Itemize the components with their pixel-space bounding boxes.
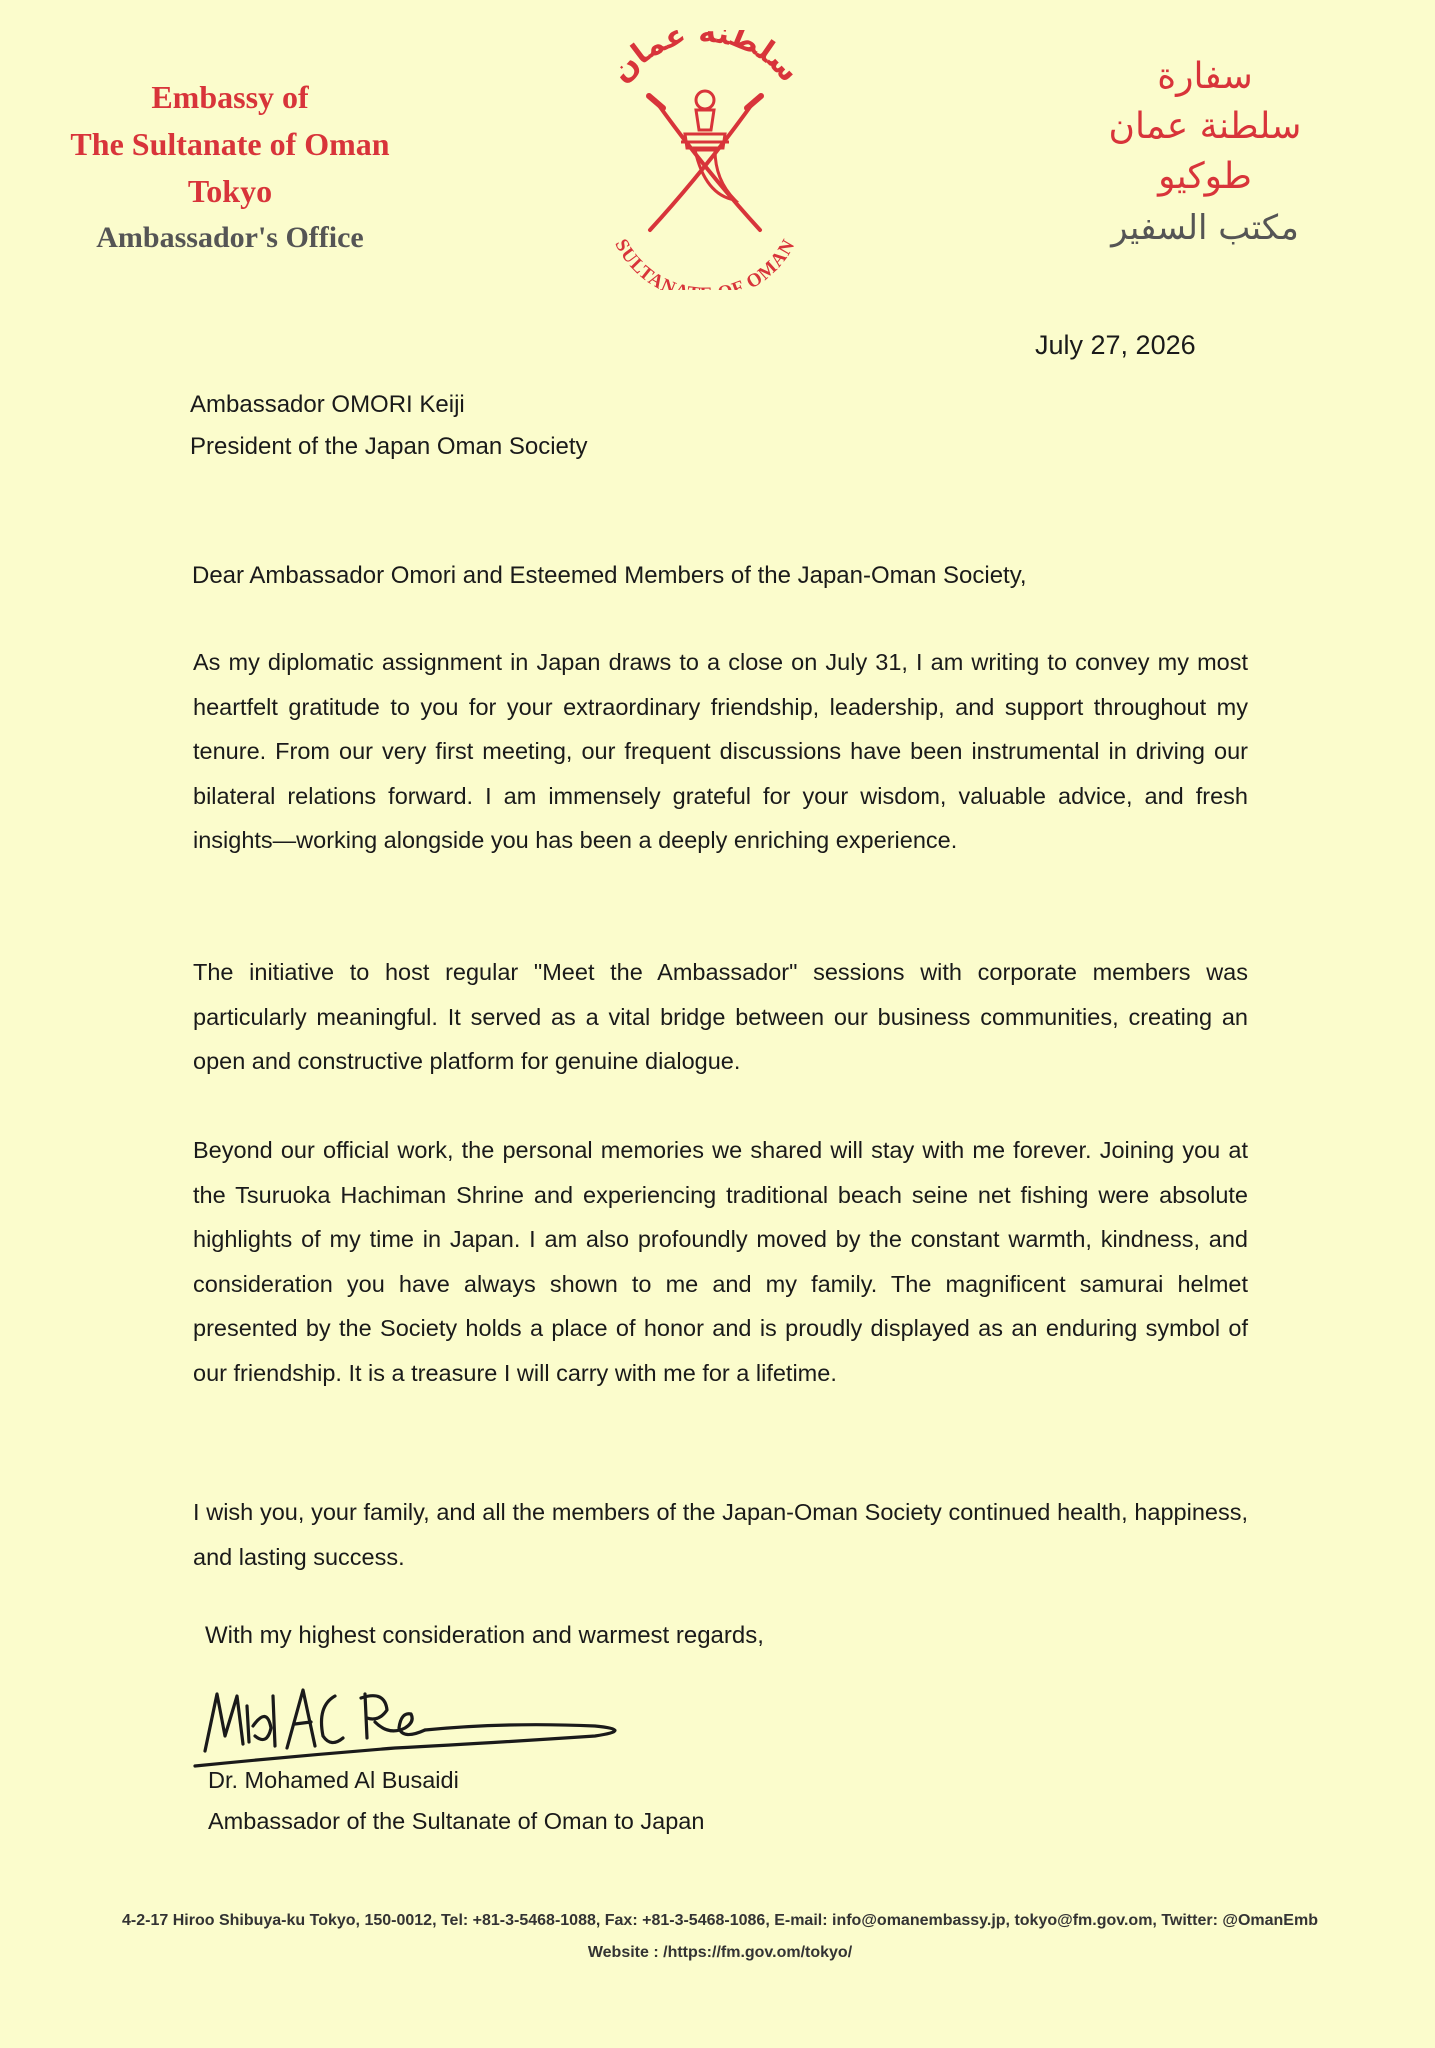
- footer-contact: [60, 1905, 1380, 1969]
- emblem-icon: [585, 30, 825, 290]
- letterhead-arabic-sultanate: سلطنة عمان: [1108, 106, 1302, 147]
- footer-website-line: Website : /https://fm.gov.om/tokyo/: [587, 1944, 853, 1961]
- letterhead-english: [40, 74, 420, 261]
- letterhead-arabic-embassy: سفارة: [1157, 56, 1253, 97]
- signatory-name: Dr. Mohamed Al Busaidi: [208, 1767, 459, 1793]
- salutation: Dear Ambassador Omori and Esteemed Members of the Japan-Oman Society,: [192, 562, 1027, 589]
- emblem-english-text: SULTAN F OMAN: [610, 235, 800, 290]
- svg-text:SULTANATE OF OMAN: [610, 235, 799, 290]
- letterhead-arabic: [1020, 52, 1390, 254]
- footer-address-line: 4-2-17 Hiroo Shibuya-ku Tokyo, 150-0012, Tel: +81-3-5468-1088, Fax: +81-3-5468-1086, E-mail: info@omanembassy.jp, tokyo@fm.gov.om, Twitter: @OmanEmb: [122, 1912, 1318, 1929]
- signatory-title: Ambassador of the Sultanate of Oman to Japan: [208, 1808, 705, 1834]
- letterhead-office: Ambassador's Office: [96, 221, 364, 254]
- svg-text:سلطنة عمان: [604, 30, 807, 89]
- closing-line: With my highest consideration and warmest regards,: [205, 1622, 764, 1649]
- recipient-block: [190, 384, 588, 468]
- recipient-name: Ambassador OMORI Keiji: [190, 391, 465, 418]
- recipient-title: President of the Japan Oman Society: [190, 433, 588, 460]
- letterhead-sultanate: The Sultanate of Oman: [70, 126, 390, 162]
- signatory-block: [208, 1760, 704, 1842]
- letterhead-arabic-office: مكتب السفير: [1111, 208, 1299, 248]
- letterhead-city: Tokyo: [187, 173, 273, 209]
- emblem-arabic-text: سلطنة عمان: [603, 30, 807, 90]
- body-paragraph: The initiative to host regular "Meet the Ambassador" sessions with corporate members was particularly meaningful. It served as a vital bridge between our business communities, creating an open and constructive platform for genuine dialogue.: [193, 959, 1248, 1074]
- body-paragraph: I wish you, your family, and all the members of the Japan-Oman Society continued health, happiness, and lasting success.: [193, 1499, 1248, 1570]
- oman-emblem: [585, 30, 825, 290]
- body-paragraph: As my diplomatic assignment in Japan draws to a close on July 31, I am writing to convey my most heartfelt gratitude to you for your extraordinary friendship, leadership, and support throughout my tenure. From our very first meeting, our frequent discussions have been instrumental in driving our bilateral relations forward. I am immensely grateful for your wisdom, valuable advice, and fresh insights—working alongside you has been a deeply enriching experience.: [193, 649, 1248, 853]
- letterhead-arabic-city: طوكيو: [1158, 156, 1252, 197]
- body-paragraph: Beyond our official work, the personal memories we shared will stay with me forever. Joining you at the Tsuruoka Hachiman Shrine and experiencing traditional beach seine net fishing were absolute highlights of my time in Japan. I am also profoundly moved by the constant warmth, kindness, and consideration you have always shown to me and my family. The magnificent samurai helmet presented by the Society holds a place of honor and is proudly displayed as an enduring symbol of our friendship. It is a treasure I will carry with me for a lifetime.: [193, 1137, 1248, 1386]
- letterhead-embassy-of: Embassy of: [151, 79, 309, 115]
- letter-date: July 27, 2026: [1035, 330, 1196, 360]
